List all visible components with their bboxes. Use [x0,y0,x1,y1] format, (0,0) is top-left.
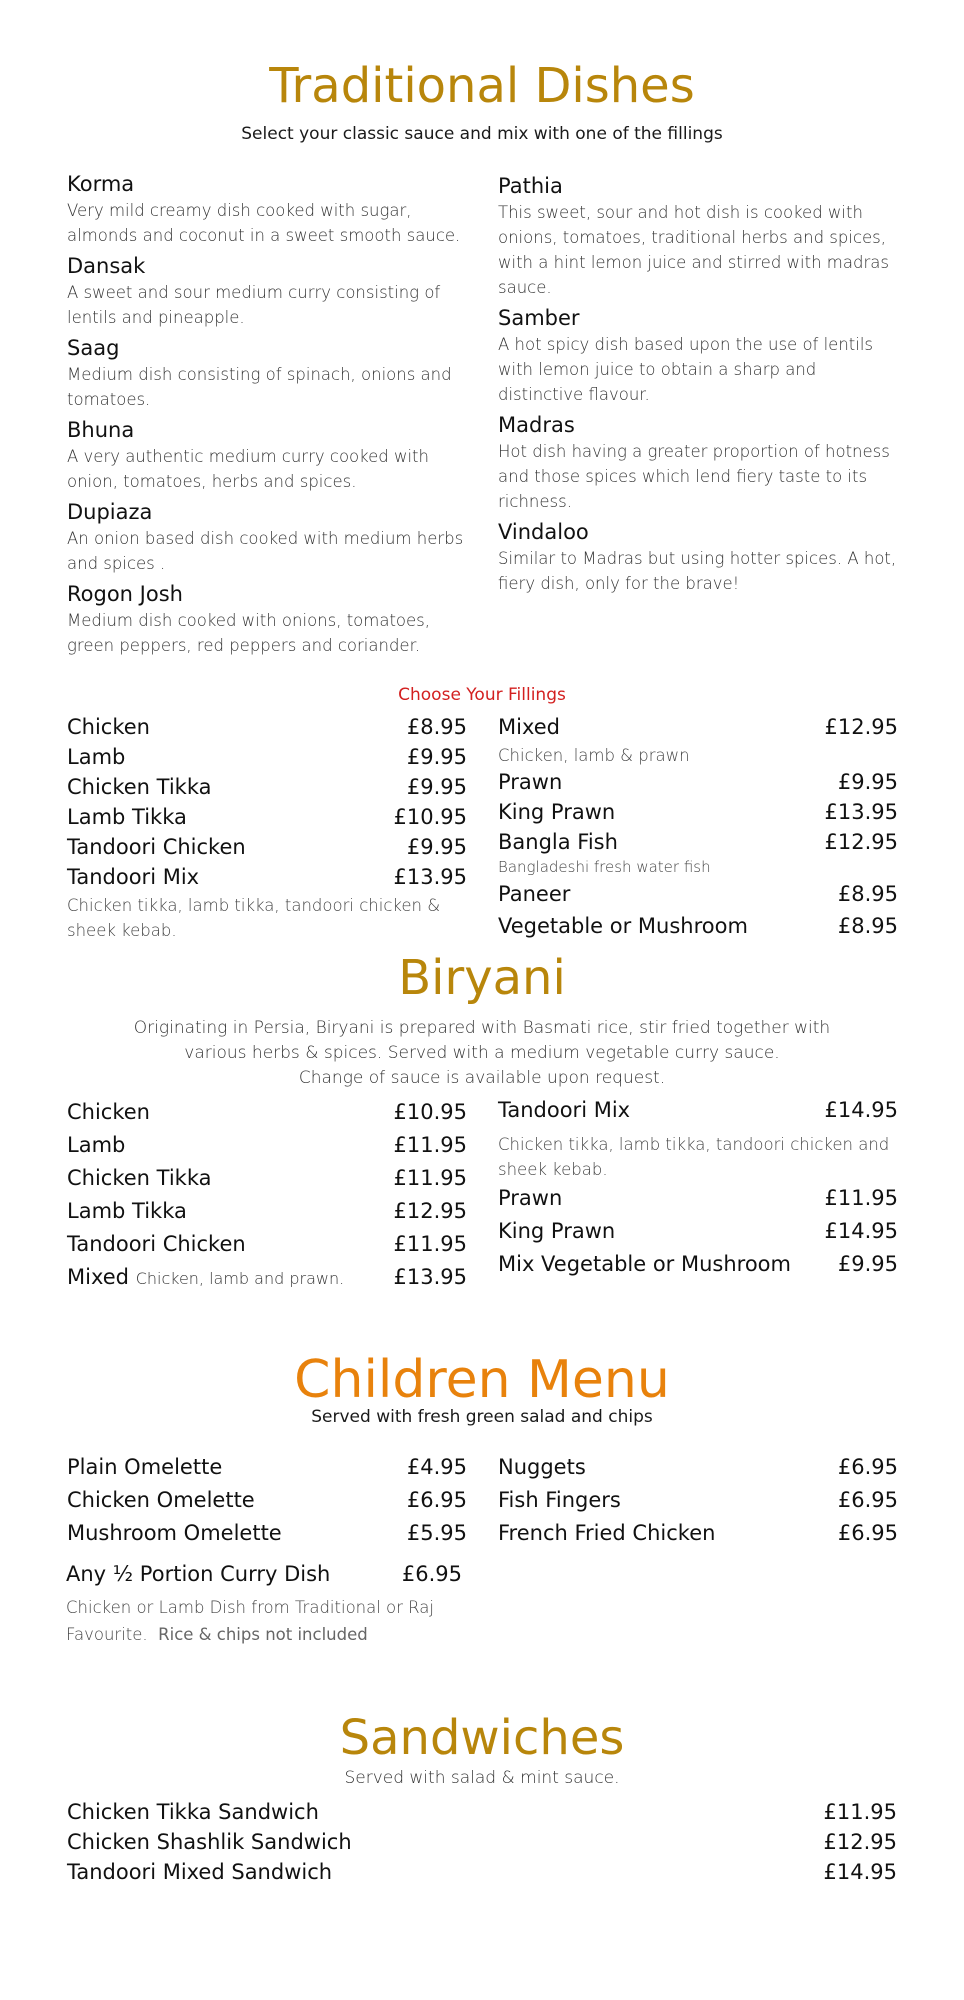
item-name: Chicken [67,715,150,739]
item-name: King Prawn [498,1219,616,1243]
item-price: £11.95 [393,1232,467,1256]
dish-name: Korma [67,172,135,196]
children-subtitle: Served with fresh green salad and chips [311,1407,653,1427]
item-price: £9.95 [406,835,467,859]
item-price: £6.95 [401,1562,462,1586]
item-price: £14.95 [824,1098,898,1122]
filling-item [498,914,898,944]
item-price: £12.95 [393,1199,467,1223]
dish-pathia [498,172,903,300]
item-name: Prawn [498,770,563,794]
filling-item [498,800,898,830]
sandwich-item [67,1800,897,1830]
dish-name: Dupiaza [67,500,153,524]
item-note: Chicken tikka, lamb tikka, tandoori chicken and sheek kebab. [498,1135,890,1179]
curry-note-line2b: Rice & chips not included [158,1625,368,1644]
biryani-item [498,1098,898,1132]
filling-item [67,865,467,893]
item-name: Paneer [498,882,571,906]
item-price: £13.95 [393,865,467,889]
dish-name: Pathia [498,174,563,198]
item-name: Plain Omelette [67,1455,223,1479]
dish-madras [498,411,903,514]
item-price: £13.95 [824,800,898,824]
biryani-desc-line1: Originating in Persia, Biryani is prepared with Basmati rice, stir fried together with [133,1018,831,1038]
item-price: £8.95 [406,715,467,739]
filling-item [498,830,898,856]
item-name: Lamb Tikka [67,1199,187,1223]
item-name: Mixed [498,715,560,739]
sandwiches-subtitle: Served with salad & mint sauce. [344,1768,620,1788]
dish-samber [498,304,903,407]
biryani-desc-line3: Change of sauce is available upon request. [298,1068,666,1088]
biryani-item [67,1232,467,1265]
item-name: Lamb [67,1133,126,1157]
dish-description: An onion based dish cooked with medium herbs and spices . [67,529,464,573]
item-name: Lamb [67,745,126,769]
filling-note: Bangladeshi fresh water fish [498,858,711,876]
dish-description: Very mild creamy dish cooked with sugar, almonds and coconut in a sweet smooth sauce. [67,201,461,245]
dish-name: Madras [498,413,575,437]
item-name: Chicken Tikka Sandwich [67,1800,319,1824]
item-price: £8.95 [837,914,898,938]
curry-note-line2a: Favourite. [66,1625,148,1644]
children-title: Children Menu [294,1350,670,1410]
item-price: £11.95 [393,1166,467,1190]
biryani-item [67,1100,467,1133]
children-curry-block [66,1562,466,1648]
item-price: £6.95 [406,1488,467,1512]
filling-item [67,715,467,745]
item-price: £9.95 [406,775,467,799]
item-name: Nuggets [498,1455,586,1479]
dish-dansak [67,252,472,330]
item-name: French Fried Chicken [498,1521,716,1545]
item-name: Any ½ Portion Curry Dish [66,1562,331,1586]
item-name: Fish Fingers [498,1488,621,1512]
item-name: Chicken [67,1100,150,1124]
dish-description: A sweet and sour medium curry consisting of lentils and pineapple. [67,283,441,327]
item-name: Lamb Tikka [67,805,187,829]
item-name: Bangla Fish [498,830,618,854]
traditional-subtitle: Select your classic sauce and mix with one of the fillings [241,124,723,144]
item-price: £6.95 [837,1521,898,1545]
item-price: £11.95 [824,1186,898,1210]
filling-item [498,770,898,800]
filling-item [67,745,467,775]
dish-description: Medium dish cooked with onions, tomatoes, green peppers, red peppers and coriander. [67,611,431,655]
item-name: Tandoori Chicken [67,1232,246,1256]
item-name: Chicken Omelette [67,1488,255,1512]
fillings-left-list [67,715,467,943]
dish-korma [67,170,472,248]
item-price: £13.95 [393,1265,467,1289]
children-item [67,1521,467,1554]
item-price: £14.95 [823,1860,897,1884]
item-price: £10.95 [393,1100,467,1124]
biryani-item-mixed [67,1265,467,1298]
item-name: Chicken Shashlik Sandwich [67,1830,352,1854]
item-name: Chicken Tikka [67,1166,212,1190]
item-price: £12.95 [824,830,898,854]
item-name: Vegetable or Mushroom [498,914,748,938]
fillings-heading: Choose Your Fillings [398,685,566,705]
item-name: Tandoori Mixed Sandwich [67,1860,333,1884]
dish-saag [67,334,472,412]
filling-item [67,775,467,805]
item-price: £9.95 [406,745,467,769]
biryani-item [498,1252,898,1285]
dish-description: Similar to Madras but using hotter spices. A hot, fiery dish, only for the brave! [498,549,897,593]
item-name: Mix Vegetable or Mushroom [498,1252,791,1276]
dish-name: Bhuna [67,418,135,442]
dish-name: Rogon Josh [67,582,183,606]
biryani-item [498,1186,898,1219]
filling-note: Chicken tikka, lamb tikka, tandoori chicken & sheek kebab. [67,896,441,940]
dish-rogon-josh [67,580,472,658]
children-item [67,1488,467,1521]
filling-item [67,835,467,865]
item-price: £6.95 [837,1455,898,1479]
biryani-item [67,1133,467,1166]
dish-name: Samber [498,306,580,330]
item-price: £4.95 [406,1455,467,1479]
sandwiches-list [67,1800,897,1890]
biryani-title: Biryani [398,950,566,1006]
traditional-left-column [67,170,472,662]
children-item [498,1455,898,1488]
item-name: Tandoori Chicken [67,835,246,859]
curry-note-line1: Chicken or Lamb Dish from Traditional or Raj [66,1598,434,1617]
item-price: £9.95 [837,1252,898,1276]
dish-description: This sweet, sour and hot dish is cooked with onions, tomatoes, traditional herbs and spices, with a hint lemon juice and stirred with madras sauce. [498,203,889,297]
item-name: Mixed [67,1265,129,1289]
item-name: Tandoori Mix [67,865,200,889]
sandwiches-title: Sandwiches [339,1710,625,1766]
dish-description: A hot spicy dish based upon the use of lentils with lemon juice to obtain a sharp and distinctive flavour. [498,335,874,404]
item-name: Tandoori Mix [498,1098,631,1122]
children-left-list [67,1455,467,1554]
item-price: £11.95 [823,1800,897,1824]
children-right-list [498,1455,898,1554]
biryani-desc-line2: various herbs & spices. Served with a medium vegetable curry sauce. [184,1043,780,1063]
biryani-right-list [498,1098,898,1285]
item-price: £12.95 [823,1830,897,1854]
fillings-right-list [498,715,898,944]
dish-name: Dansak [67,254,146,278]
item-price: £5.95 [406,1521,467,1545]
traditional-right-column [498,172,903,600]
item-name: Prawn [498,1186,563,1210]
dish-vindaloo [498,518,903,596]
item-price: £6.95 [837,1488,898,1512]
item-price: £12.95 [824,715,898,739]
children-item [498,1521,898,1554]
sandwich-item [67,1860,897,1890]
item-price: £14.95 [824,1219,898,1243]
dish-name: Vindaloo [498,520,589,544]
children-item-curry [66,1562,462,1594]
biryani-item [67,1166,467,1199]
dish-name: Saag [67,336,120,360]
dish-description: Hot dish having a greater proportion of hotness and those spices which lend fiery taste to its richness. [498,442,890,511]
item-name: Chicken Tikka [67,775,212,799]
item-price: £8.95 [837,882,898,906]
item-note: Chicken, lamb and prawn. [135,1269,345,1288]
biryani-left-list [67,1100,467,1298]
dish-bhuna [67,416,472,494]
item-name: Mushroom Omelette [67,1521,282,1545]
children-item [498,1488,898,1521]
item-name: King Prawn [498,800,616,824]
filling-note: Chicken, lamb & prawn [498,746,690,765]
dish-dupiaza [67,498,472,576]
filling-item [67,805,467,835]
sandwich-item [67,1830,897,1860]
children-item [67,1455,467,1488]
dish-description: A very authentic medium curry cooked with onion, tomatoes, herbs and spices. [67,447,429,491]
traditional-title: Traditional Dishes [269,58,695,114]
item-price: £11.95 [393,1133,467,1157]
filling-item [498,715,898,743]
dish-description: Medium dish consisting of spinach, onions and tomatoes. [67,365,452,409]
item-price: £10.95 [393,805,467,829]
item-price: £9.95 [837,770,898,794]
biryani-item [67,1199,467,1232]
biryani-item [498,1219,898,1252]
filling-item [498,882,898,914]
